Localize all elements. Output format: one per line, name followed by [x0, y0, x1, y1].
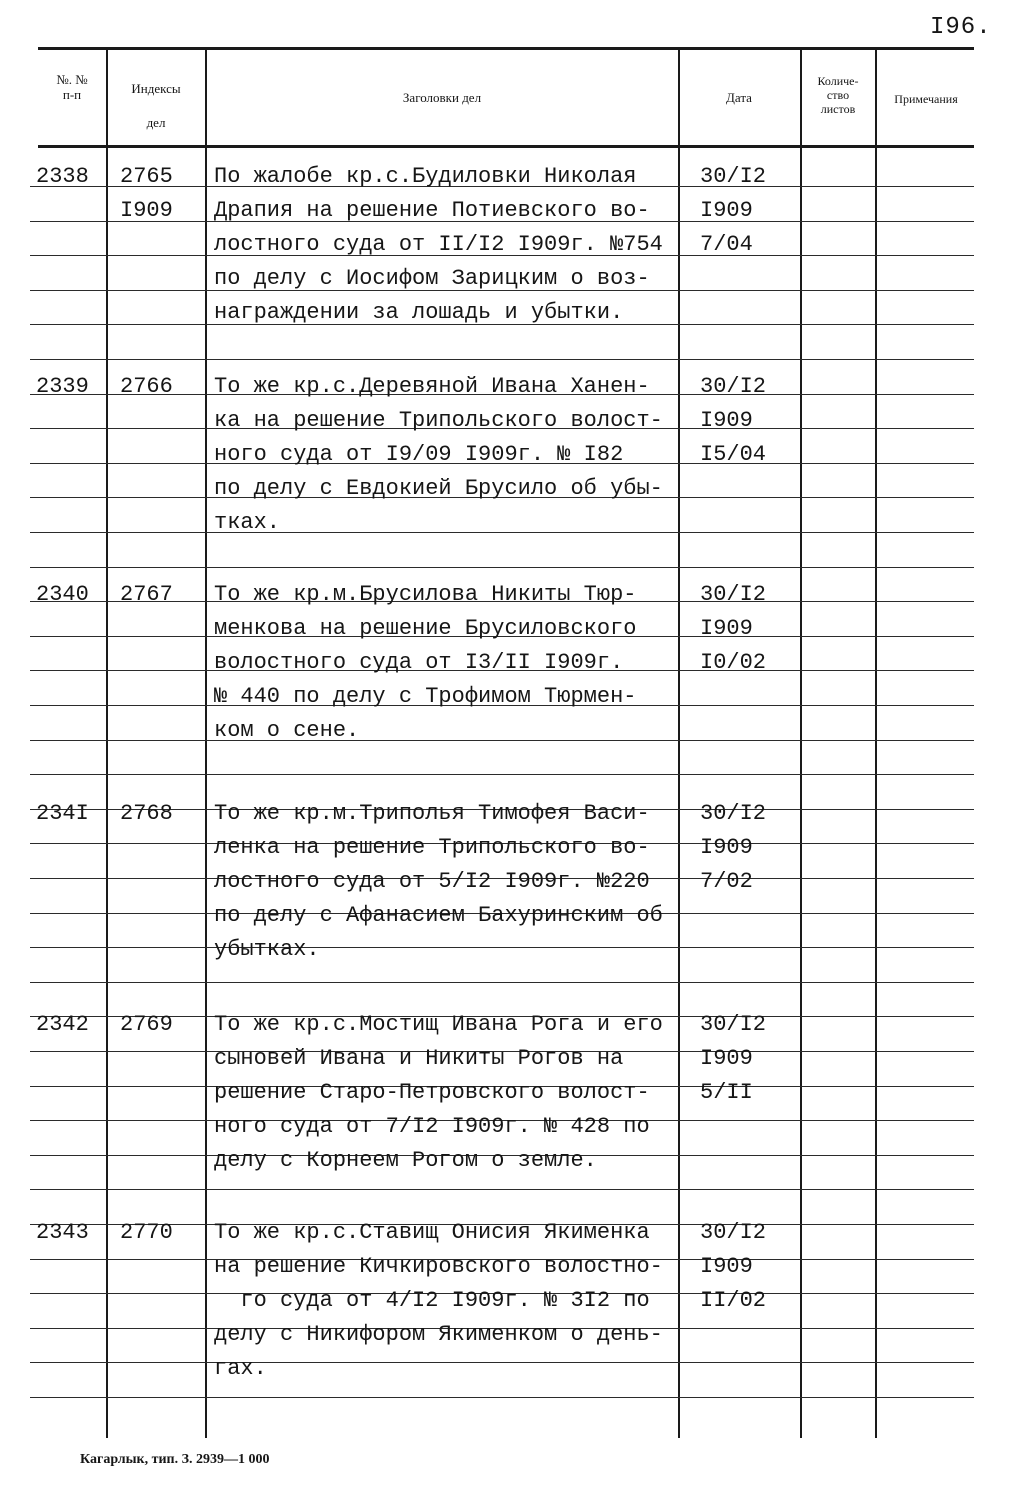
header-number: №. № п-п — [56, 72, 88, 102]
record-title-line: по делу с Иосифом Зарицким о воз- — [214, 266, 650, 291]
record-title-line: ного суда от I9/09 I909г. № I82 — [214, 442, 624, 467]
record-title-line: делу с Корнеем Рогом о земле. — [214, 1148, 597, 1173]
record-date: I0/02 — [700, 650, 767, 675]
record-title-line: То же кр.м.Брусилова Никиты Тюр- — [214, 582, 637, 607]
record-title-line: По жалобе кр.с.Будиловки Николaя — [214, 164, 637, 189]
record-title-line: № 440 по делу с Трофимом Тюрмен- — [214, 684, 637, 709]
record-index: 2767 — [120, 582, 173, 607]
record-date: 30/I2 — [700, 1220, 767, 1245]
record-index: 2768 — [120, 801, 173, 826]
record-number: 2340 — [36, 582, 89, 607]
record-index: I909 — [120, 198, 173, 223]
record-date: 5/II — [700, 1080, 753, 1105]
printer-imprint: Кагарлык, тип. З. 2939—1 000 — [80, 1452, 270, 1467]
ruled-line — [30, 1189, 974, 1190]
record-title-line: на решение Кичкировского волостно- — [214, 1254, 663, 1279]
record-title-line: ного суда от 7/I2 I909г. № 428 по — [214, 1114, 650, 1139]
header-date: Дата — [726, 90, 752, 105]
record-title-line: решение Старо-Петровского волост- — [214, 1080, 650, 1105]
page-number: I96. — [930, 14, 992, 41]
table-top-border — [38, 47, 974, 50]
record-title-line: тках. — [214, 510, 281, 535]
record-title-line: Драпия на решение Потиевского во- — [214, 198, 650, 223]
record-title-line: делу с Никифором Якименком о день- — [214, 1322, 663, 1347]
record-date: 7/04 — [700, 232, 753, 257]
record-date: 7/02 — [700, 869, 753, 894]
record-title-line: ленка на решение Трипольского во- — [214, 835, 650, 860]
record-title-line: То же кр.с.Мостищ Ивана Рога и его — [214, 1012, 663, 1037]
record-title-line: убытках. — [214, 937, 320, 962]
record-date: I909 — [700, 835, 753, 860]
record-title-line: То же кр.с.Ставищ Онисия Якименка — [214, 1220, 650, 1245]
header-index: Индексы дел — [131, 81, 181, 130]
col-divider-2 — [205, 48, 207, 1438]
record-date: I5/04 — [700, 442, 767, 467]
record-date: I909 — [700, 1254, 753, 1279]
ruled-line — [30, 567, 974, 568]
record-date: I909 — [700, 408, 753, 433]
record-number: 2343 — [36, 1220, 89, 1245]
record-title-line: менкова на решение Брусиловского — [214, 616, 637, 641]
record-number: 2338 — [36, 164, 89, 189]
record-date: I909 — [700, 616, 753, 641]
record-date: 30/I2 — [700, 374, 767, 399]
record-number: 234I — [36, 801, 89, 826]
ruled-line — [30, 947, 974, 948]
record-title-line: То же кр.м.Триполья Тимофея Васи- — [214, 801, 650, 826]
ruled-line — [30, 774, 974, 775]
record-title-line: по делу с Афанасием Бахуринским об — [214, 903, 663, 928]
record-title-line: награждении за лошадь и убытки. — [214, 300, 624, 325]
col-divider-1 — [106, 48, 108, 1438]
header-bottom-border — [38, 145, 974, 148]
record-date: I909 — [700, 1046, 753, 1071]
record-index: 2770 — [120, 1220, 173, 1245]
record-date: II/02 — [700, 1288, 767, 1313]
record-index: 2769 — [120, 1012, 173, 1037]
record-title-line: лостного суда от II/I2 I909г. №754 — [214, 232, 663, 257]
record-index: 2765 — [120, 164, 173, 189]
record-title-line: сыновей Ивана и Никиты Рогов на — [214, 1046, 624, 1071]
ruled-line — [30, 532, 974, 533]
col-divider-5 — [875, 48, 877, 1438]
header-notes: Примечания — [894, 92, 958, 106]
record-date: I909 — [700, 198, 753, 223]
header-title: Заголовки дел — [402, 90, 482, 105]
record-date: 30/I2 — [700, 164, 767, 189]
record-title-line: по делу с Евдокией Брусило об убы- — [214, 476, 663, 501]
record-title-line: То же кр.с.Деревяной Ивана Ханен- — [214, 374, 650, 399]
record-title-line: лостного суда от 5/I2 I909г. №220 — [214, 869, 650, 894]
ruled-line — [30, 740, 974, 741]
col-divider-3 — [678, 48, 680, 1438]
record-title-line: ка на решение Трипольского волост- — [214, 408, 663, 433]
record-date: 30/I2 — [700, 801, 767, 826]
ruled-line — [30, 1362, 974, 1363]
col-divider-4 — [800, 48, 802, 1438]
record-number: 2339 — [36, 374, 89, 399]
record-title-line: гах. — [214, 1356, 267, 1381]
record-title-line: волостного суда от I3/II I909г. — [214, 650, 624, 675]
ruled-line — [30, 982, 974, 983]
record-index: 2766 — [120, 374, 173, 399]
record-date: 30/I2 — [700, 1012, 767, 1037]
ruled-line — [30, 1397, 974, 1398]
header-sheets: Количе- ство листов — [817, 74, 859, 116]
record-number: 2342 — [36, 1012, 89, 1037]
record-title-line: ком о сене. — [214, 718, 360, 743]
ruled-line — [30, 359, 974, 360]
record-date: 30/I2 — [700, 582, 767, 607]
record-title-line: го суда от 4/I2 I909г. № 3I2 по — [214, 1288, 650, 1313]
